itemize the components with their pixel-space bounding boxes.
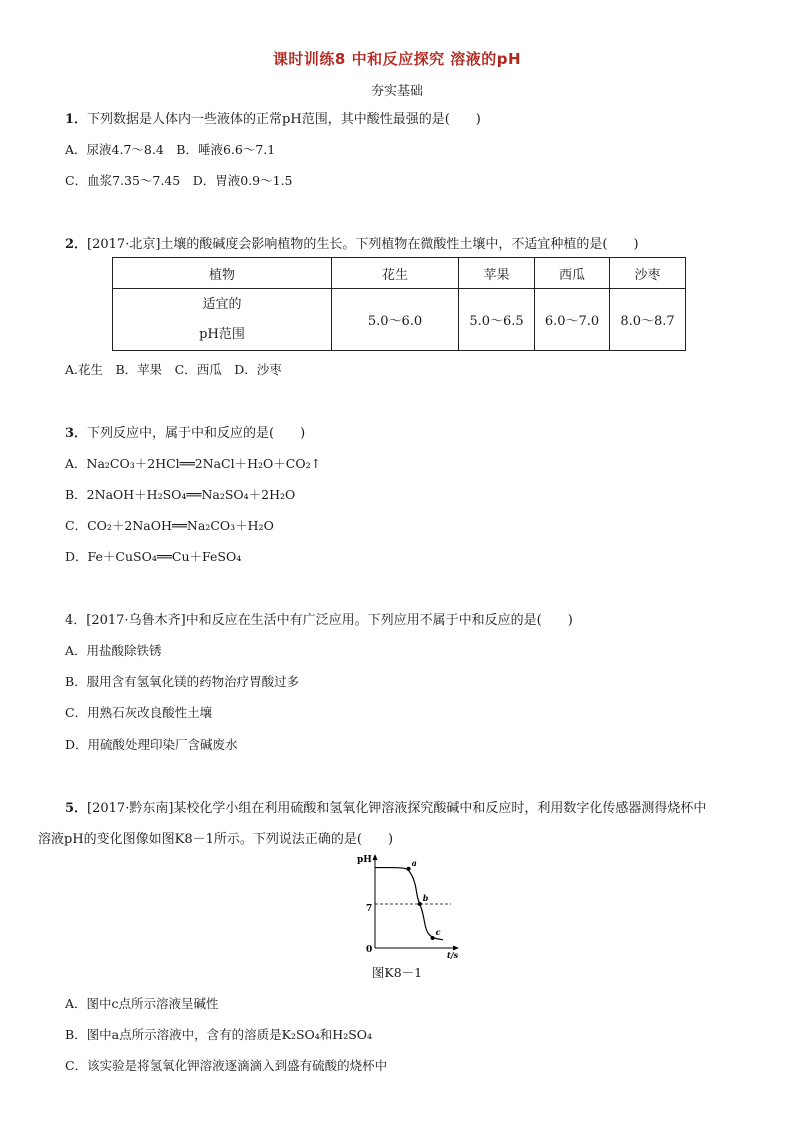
table-range-2: 5.0～6.5 xyxy=(459,289,535,351)
question-number: 2． xyxy=(65,237,88,252)
q4-option-a: A．用盐酸除铁锈 xyxy=(65,643,162,658)
curve-point-a xyxy=(407,867,411,871)
question-stem-line-1: [2017·黔东南]某校化学小组在利用硫酸和氢氧化钾溶液探究酸碱中和反应时，利用数字化传感器测得烧杯中 xyxy=(87,801,707,816)
curve-point-label-b: b xyxy=(422,893,429,903)
q4-option-d: D．用硫酸处理印染厂含碱废水 xyxy=(65,737,238,752)
table-plant-3: 西瓜 xyxy=(535,258,610,289)
question-number: 5． xyxy=(65,801,88,816)
q3-option-d: D．Fe＋CuSO₄══Cu＋FeSO₄ xyxy=(65,549,242,564)
question-stem-line-2: 溶液pH的变化图像如图K8－1所示。下列说法正确的是( ) xyxy=(38,832,394,847)
question-number: 4． xyxy=(65,613,87,628)
y-axis-arrow xyxy=(373,854,378,860)
table-row xyxy=(113,289,686,351)
table-plant-1: 花生 xyxy=(332,258,459,289)
curve-point-label-a: a xyxy=(411,857,417,868)
q5-option-b: B．图中a点所示溶液中，含有的溶质是K₂SO₄和H₂SO₄ xyxy=(65,1027,373,1042)
curve-point-c xyxy=(431,936,435,940)
question-1 xyxy=(65,108,481,127)
q3-option-a: A．Na₂CO₃＋2HCl══2NaCl＋H₂O＋CO₂↑ xyxy=(65,456,322,471)
question-2 xyxy=(65,233,639,252)
question-stem: [2017·乌鲁木齐]中和反应在生活中有广泛应用。下列应用不属于中和反应的是( ) xyxy=(86,613,573,628)
table-range-1: 5.0～6.0 xyxy=(332,289,459,351)
q4-option-c: C．用熟石灰改良酸性土壤 xyxy=(65,705,213,720)
q5-option-a: A．图中c点所示溶液呈碱性 xyxy=(65,996,219,1011)
question-stem: [2017·北京]土壤的酸碱度会影响植物的生长。下列植物在微酸性土壤中，不适宜种植的是( ) xyxy=(87,237,639,252)
row-label-line-2: pH范围 xyxy=(199,326,245,342)
table-range-4: 8.0～8.7 xyxy=(610,289,686,351)
table-plant-4: 沙枣 xyxy=(610,258,686,289)
question-4 xyxy=(65,609,573,628)
question-3 xyxy=(65,422,305,441)
table-row-label xyxy=(113,289,332,351)
ph-curve-figure xyxy=(355,850,465,960)
q3-option-b: B．2NaOH＋H₂SO₄══Na₂SO₄＋2H₂O xyxy=(65,487,296,502)
q2-options: A.花生 B．苹果 C．西瓜 D．沙枣 xyxy=(65,362,282,377)
page-title: 课时训练8 中和反应探究 溶液的pH xyxy=(272,50,522,68)
question-stem: 下列数据是人体内一些液体的正常pH范围，其中酸性最强的是( ) xyxy=(87,112,481,127)
y-tick-7: 7 xyxy=(366,904,373,914)
q1-options-ab: A．尿液4.7～8.4 B．唾液6.6～7.1 xyxy=(65,142,276,157)
ph-range-table xyxy=(112,257,686,351)
origin-label: 0 xyxy=(366,945,373,955)
figure-caption: 图K8－1 xyxy=(371,965,423,980)
section-subtitle: 夯实基础 xyxy=(370,84,423,99)
q4-option-b: B．服用含有氢氧化镁的药物治疗胃酸过多 xyxy=(65,674,300,689)
q3-option-c: C．CO₂＋2NaOH══Na₂CO₃＋H₂O xyxy=(65,518,274,533)
table-range-3: 6.0～7.0 xyxy=(535,289,610,351)
question-number: 3． xyxy=(65,426,88,441)
table-row xyxy=(113,258,686,289)
curve-point-b xyxy=(418,902,422,906)
q1-options-cd: C．血浆7.35～7.45 D．胃液0.9～1.5 xyxy=(65,173,293,188)
question-5 xyxy=(65,797,706,816)
row-label-line-1: 适宜的 xyxy=(202,296,242,312)
question-number: 1． xyxy=(65,112,88,127)
table-header-label: 植物 xyxy=(113,258,332,289)
y-axis-label: pH xyxy=(357,855,372,865)
curve-points xyxy=(407,858,441,940)
question-stem: 下列反应中，属于中和反应的是( ) xyxy=(87,426,306,441)
q5-option-c: C．该实验是将氢氧化钾溶液逐滴滴入到盛有硫酸的烧杯中 xyxy=(65,1058,388,1073)
ph-chart-svg xyxy=(355,850,465,960)
curve-point-label-c: c xyxy=(435,926,441,937)
x-axis-label: t/s xyxy=(447,950,459,960)
table-plant-2: 苹果 xyxy=(459,258,535,289)
